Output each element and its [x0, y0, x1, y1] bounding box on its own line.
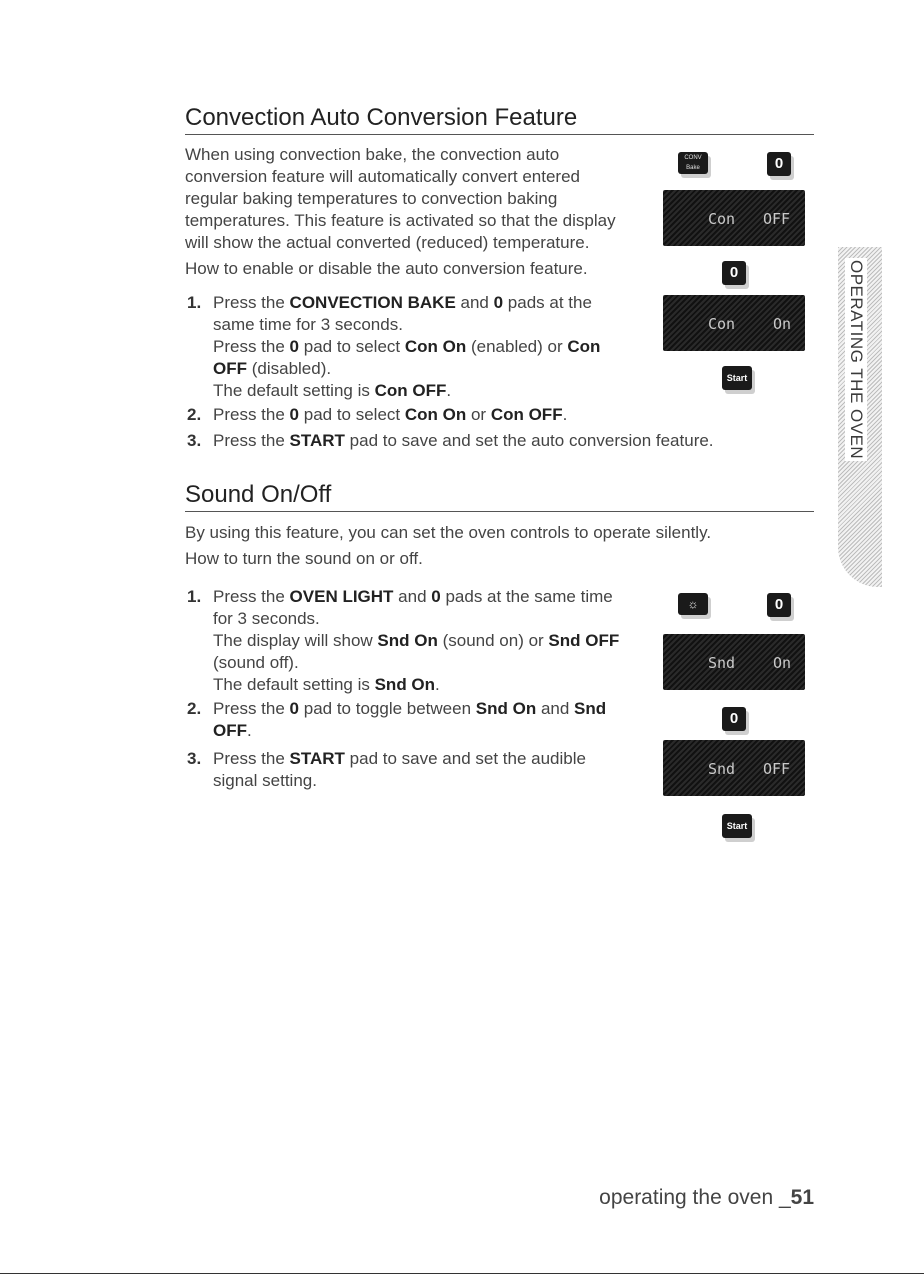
zero-pad: 0 [767, 152, 791, 176]
sound-step-1 [213, 586, 619, 696]
bottom-rule [0, 1273, 924, 1274]
sound-how-to: How to turn the sound on or off. [185, 549, 423, 568]
start-pad: Start [722, 366, 752, 390]
step-line: signal setting. [213, 771, 317, 790]
display-snd-off: Snd OFF [663, 740, 805, 796]
intro-line: temperatures. This feature is activated so that the display [185, 211, 616, 230]
step-number: 1. [187, 587, 202, 606]
step-line: The default setting is Con OFF. [213, 381, 452, 400]
display-con-off: Con OFF [663, 190, 805, 246]
step-line: same time for 3 seconds. [213, 315, 403, 334]
sound-step-3 [213, 748, 586, 792]
zero-pad: 0 [722, 707, 746, 731]
section-title-sound: Sound On/Off [185, 480, 814, 512]
convection-step-2: Press the 0 pad to select Con On or Con OFF. [213, 405, 568, 424]
convection-bake-pad: CONV Bake [678, 152, 708, 174]
step-line: Press the 0 pad to select Con On (enabled) or Con [213, 337, 601, 356]
step-number: 2. [187, 699, 202, 718]
step-line: OFF (disabled). [213, 359, 332, 378]
convection-intro [185, 144, 616, 254]
intro-line: will show the actual converted (reduced) temperature. [185, 233, 590, 252]
side-tab-label: OPERATING THE OVEN [847, 260, 866, 460]
step-line: The default setting is Snd On. [213, 675, 440, 694]
step-number: 1. [187, 293, 202, 312]
intro-line: conversion feature will automatically convert entered [185, 167, 580, 186]
page-number: 51 [790, 1186, 814, 1209]
sound-intro: By using this feature, you can set the oven controls to operate silently. [185, 523, 712, 542]
step-line: The display will show Snd On (sound on) or Snd OFF [213, 631, 620, 650]
footer-text: operating the oven _ [599, 1186, 791, 1209]
page-footer [599, 1186, 814, 1210]
step-line: OFF. [213, 721, 252, 740]
section-title-convection: Convection Auto Conversion Feature [185, 103, 814, 135]
convection-how-to: How to enable or disable the auto conversion feature. [185, 259, 588, 278]
step-line: Press the OVEN LIGHT and 0 pads at the same time [213, 587, 613, 606]
step-line: Press the CONVECTION BAKE and 0 pads at the [213, 293, 592, 312]
step-number: 2. [187, 405, 202, 424]
display-snd-on: Snd On [663, 634, 805, 690]
step-number: 3. [187, 749, 202, 768]
convection-step-1 [213, 292, 600, 402]
oven-light-pad: ☼ [678, 593, 708, 615]
step-line: Press the START pad to save and set the audible [213, 749, 586, 768]
zero-pad: 0 [767, 593, 791, 617]
intro-line: regular baking temperatures to convection baking [185, 189, 558, 208]
zero-pad: 0 [722, 261, 746, 285]
step-line: Press the 0 pad to toggle between Snd On and Snd [213, 699, 607, 718]
step-line: for 3 seconds. [213, 609, 320, 628]
step-number: 3. [187, 431, 202, 450]
display-con-on: Con On [663, 295, 805, 351]
convection-step-3: Press the START pad to save and set the auto conversion feature. [213, 431, 714, 450]
step-line: (sound off). [213, 653, 299, 672]
intro-line: When using convection bake, the convection auto [185, 145, 560, 164]
start-pad: Start [722, 814, 752, 838]
sound-step-2 [213, 698, 606, 742]
